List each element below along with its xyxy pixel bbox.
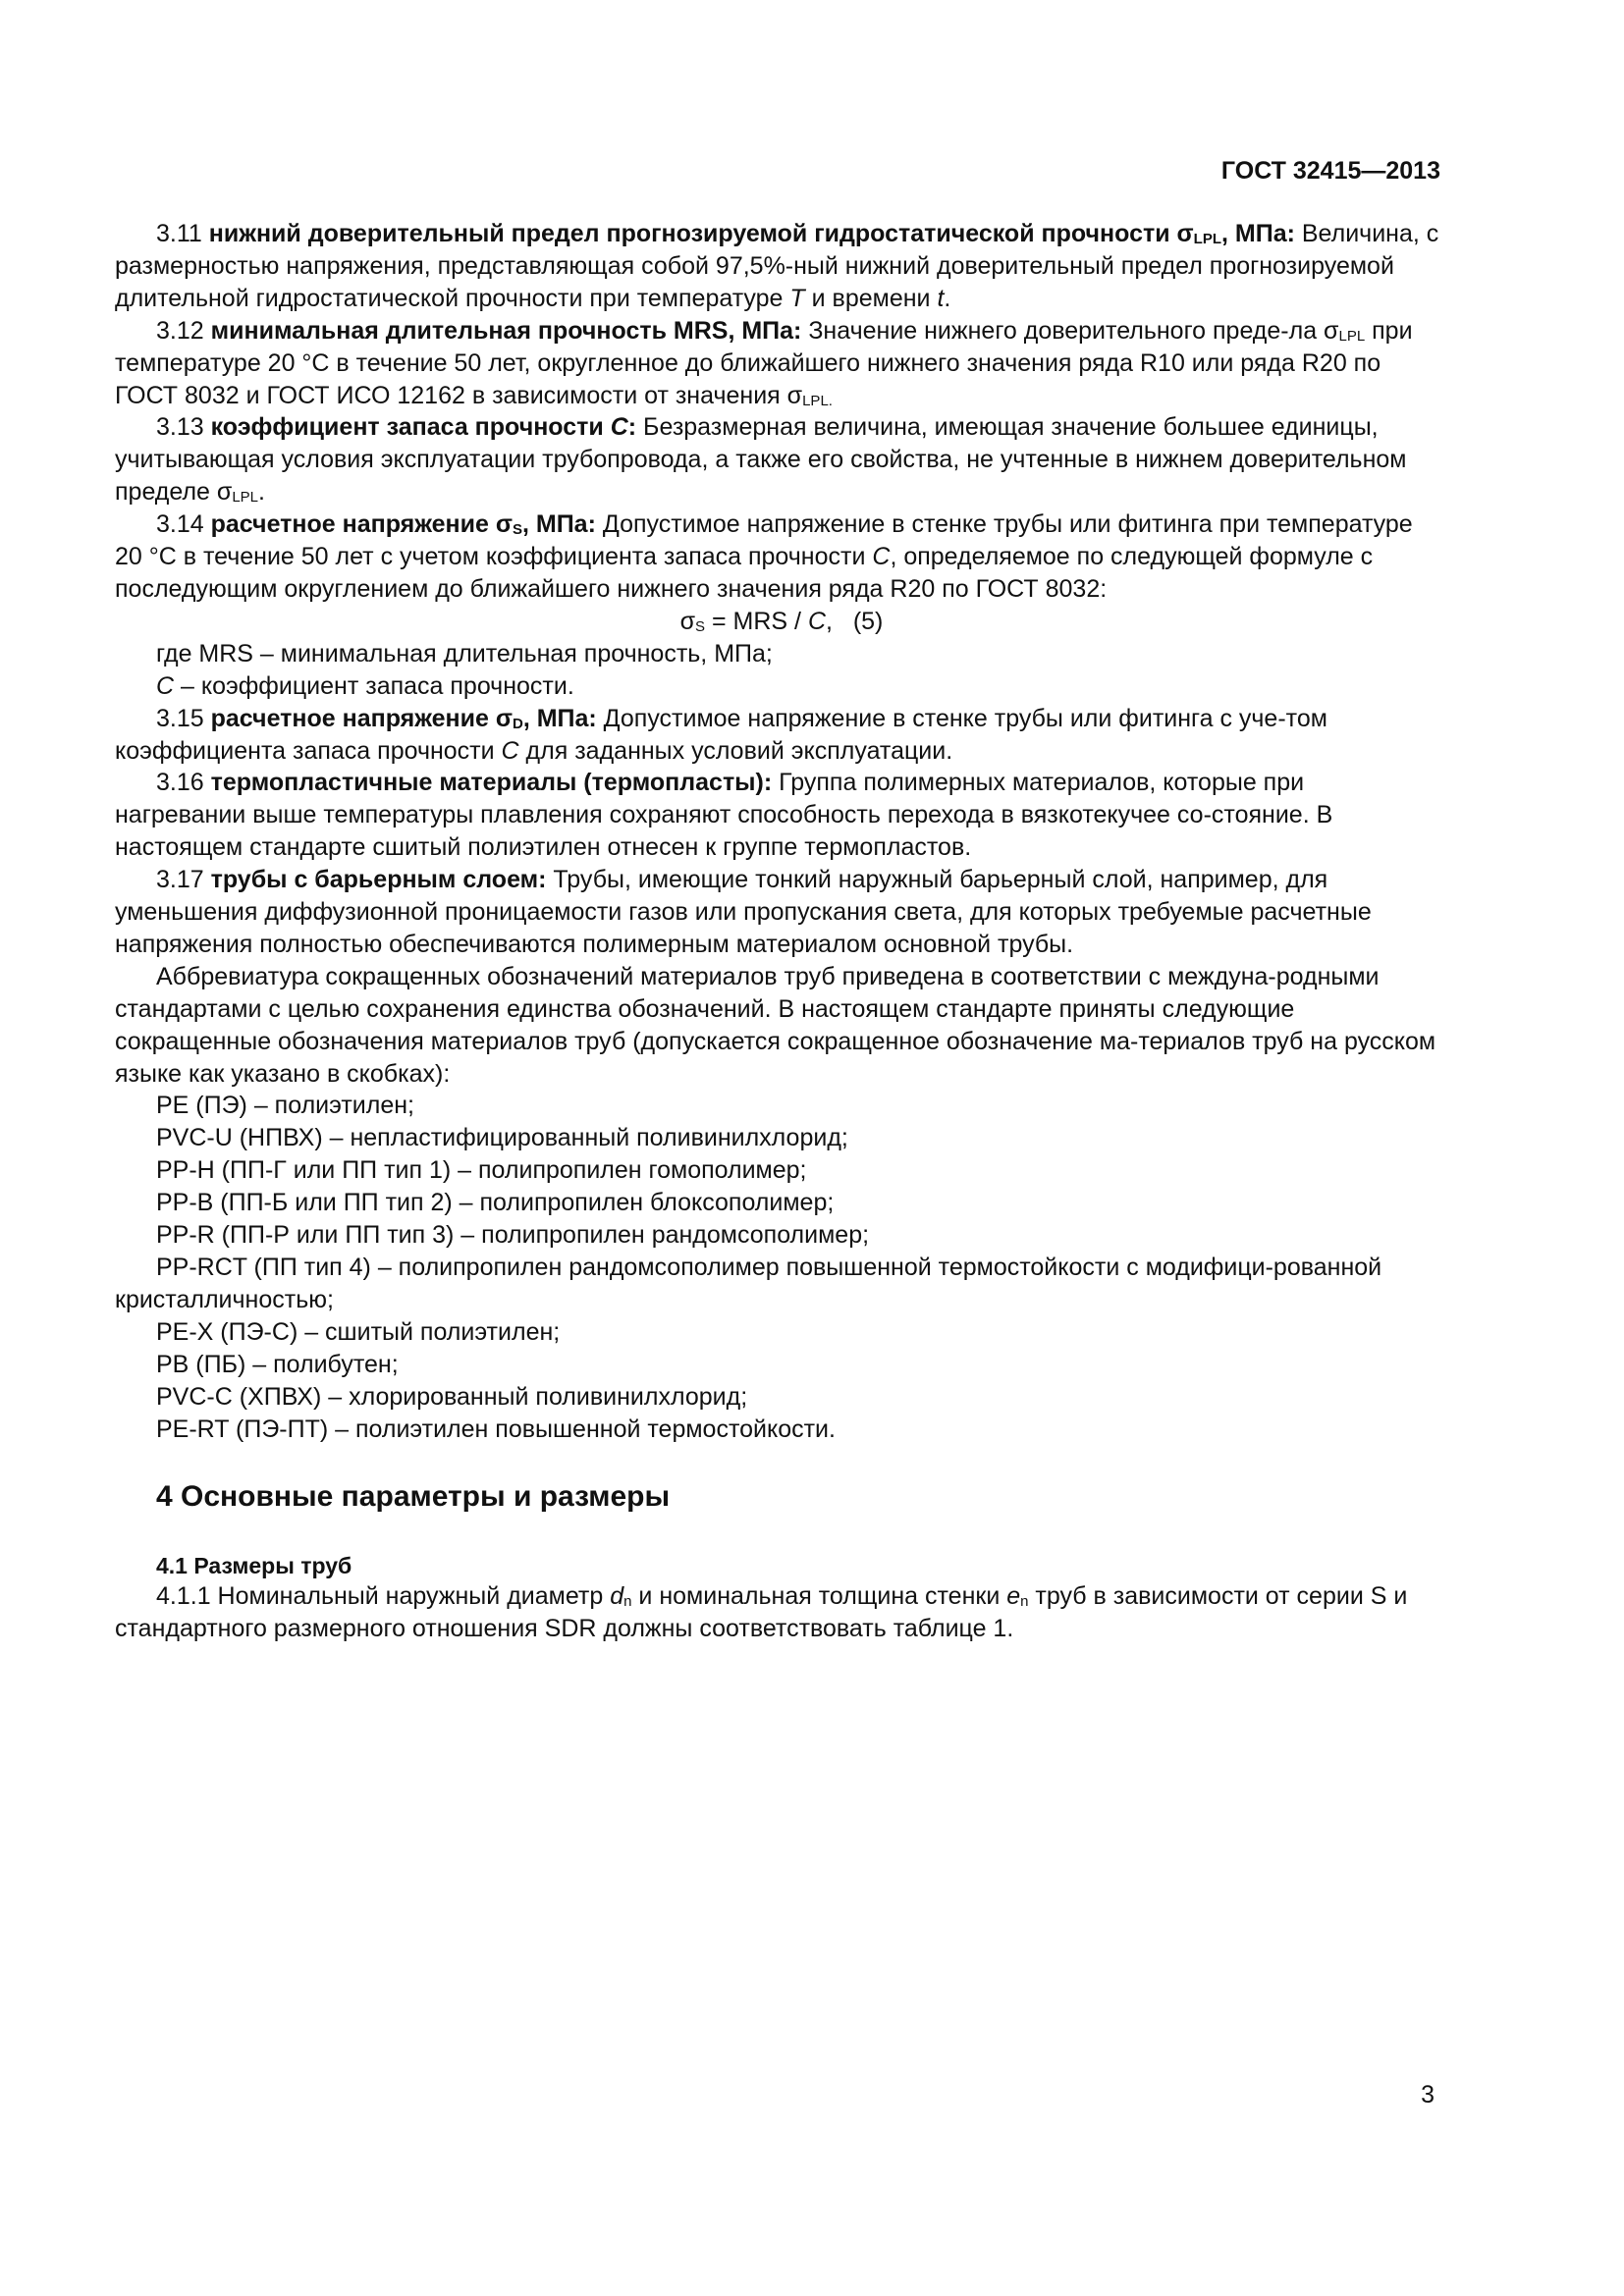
subsection-heading: 4.1 Размеры труб xyxy=(156,1553,352,1579)
term-3-11: 3.11 нижний доверительный предел прогнозируемой гидростатической прочности $\sigma_{LPL}$, МПа: Величина, с размерностью напряжения, представляющая собой 97,5%-ный нижний доверительный предел прогнозируемой длительной гидростатической прочности при температуре T и времени t. xyxy=(115,220,1439,312)
document-code: ГОСТ 32415—2013 xyxy=(1220,157,1440,185)
term-3-15: 3.15 расчетное напряжение $\sigma_D$, МПа: Допустимое напряжение в стенке трубы или фитинга с уче-том коэффициента запаса прочности C для заданных условий эксплуатации. xyxy=(115,704,1327,765)
list-item: PE-RT (ПЭ-ПТ) – полиэтилен повышенной термостойкости. xyxy=(156,1415,836,1443)
list-item: PP-R (ПП-Р или ПП тип 3) – полипропилен рандомсополимер; xyxy=(156,1221,870,1250)
term-3-16: 3.16 термопластичные материалы (термопласты): Группа полимерных материалов, которые при нагревании выше температуры плавления сохраняют способность перехода в вязкотекучее со-стояние. В настоящем стандарте сшитый полиэтилен отнесен к группе термопластов. xyxy=(115,769,1333,862)
list-item: PVC-U (НПВХ) – непластифицированный поливинилхлорид; xyxy=(156,1124,848,1152)
term-3-13: 3.13 коэффициент запаса прочности C: Безразмерная величина, имеющая значение большее единицы, учитывающая условия эксплуатации трубопровода, а также его свойства, не учтенные в нижнем доверительном пределе $\sigma_{LPL}$. xyxy=(115,413,1407,507)
term-3-14: 3.14 расчетное напряжение $\sigma_S$, МПа: Допустимое напряжение в стенке трубы или фитинга при температуре 20 °С в течение 50 лет с учетом коэффициента запаса прочности C, определяемое по следующей формуле с последующим округлением до ближайшего нижнего значения ряда R20 по ГОСТ 8032: xyxy=(115,510,1413,603)
where-line-c: C – коэффициент запаса прочности. xyxy=(156,671,574,700)
page-number: 3 xyxy=(1421,2081,1435,2109)
term-3-17: 3.17 трубы с барьерным слоем: Трубы, имеющие тонкий наружный барьерный слой, например, для уменьшения диффузионной проницаемости газов или пропускания света, для которых требуемые расчетные напряжения полностью обеспечиваются полимерным материалом основной трубы. xyxy=(115,866,1372,958)
paragraph-4-1-1: 4.1.1 Номинальный наружный диаметр $d_n$ и номинальная толщина стенки $e_n$ труб в зависимости от серии S и стандартного размерного отношения SDR должны соответствовать таблице 1. xyxy=(115,1582,1408,1643)
where-line-mrs: где MRS – минимальная длительная прочность, МПа; xyxy=(156,639,773,667)
list-item: PP-RCT (ПП тип 4) – полипропилен рандомсополимер повышенной термостойкости с модифици-рованной кристалличностью; xyxy=(115,1254,1382,1313)
list-item: PP-H (ПП-Г или ПП тип 1) – полипропилен гомополимер; xyxy=(156,1156,807,1185)
section-heading: 4 Основные параметры и размеры xyxy=(156,1480,671,1514)
list-item: PE-X (ПЭ-С) – сшитый полиэтилен; xyxy=(156,1317,561,1346)
abbreviation-list xyxy=(115,1090,1440,1445)
list-item: PP-B (ПП-Б или ПП тип 2) – полипропилен блоксополимер; xyxy=(156,1189,835,1217)
abbreviation-intro: Аббревиатура сокращенных обозначений материалов труб приведена в соответствии с междуна-родными стандартами с целью сохранения единства обозначений. В настоящем стандарте приняты следующие сокращенные обозначения материалов труб (допускается сокращенное обозначение ма-териалов труб на русском языке как указано в скобках): xyxy=(115,962,1436,1088)
formula-number: (5) xyxy=(852,607,884,635)
page-body xyxy=(115,218,1440,1645)
term-3-12: 3.12 минимальная длительная прочность MRS, МПа: Значение нижнего доверительного преде-ла $\sigma_{LPL}$ при температуре 20 °С в течение 50 лет, округленное до ближайшего нижнего значения ряда R10 или ряда R20 по ГОСТ 8032 и ГОСТ ИСО 12162 в зависимости от значения $\sigma_{LPL.}$ xyxy=(115,316,1413,409)
list-item: PE (ПЭ) – полиэтилен; xyxy=(156,1092,414,1120)
formula-5: $\sigma_S$ = MRS / C, (5) xyxy=(679,607,884,635)
list-item: PB (ПБ) – полибутен; xyxy=(156,1350,399,1378)
list-item: PVC-C (ХПВХ) – хлорированный поливинилхлорид; xyxy=(156,1382,748,1411)
